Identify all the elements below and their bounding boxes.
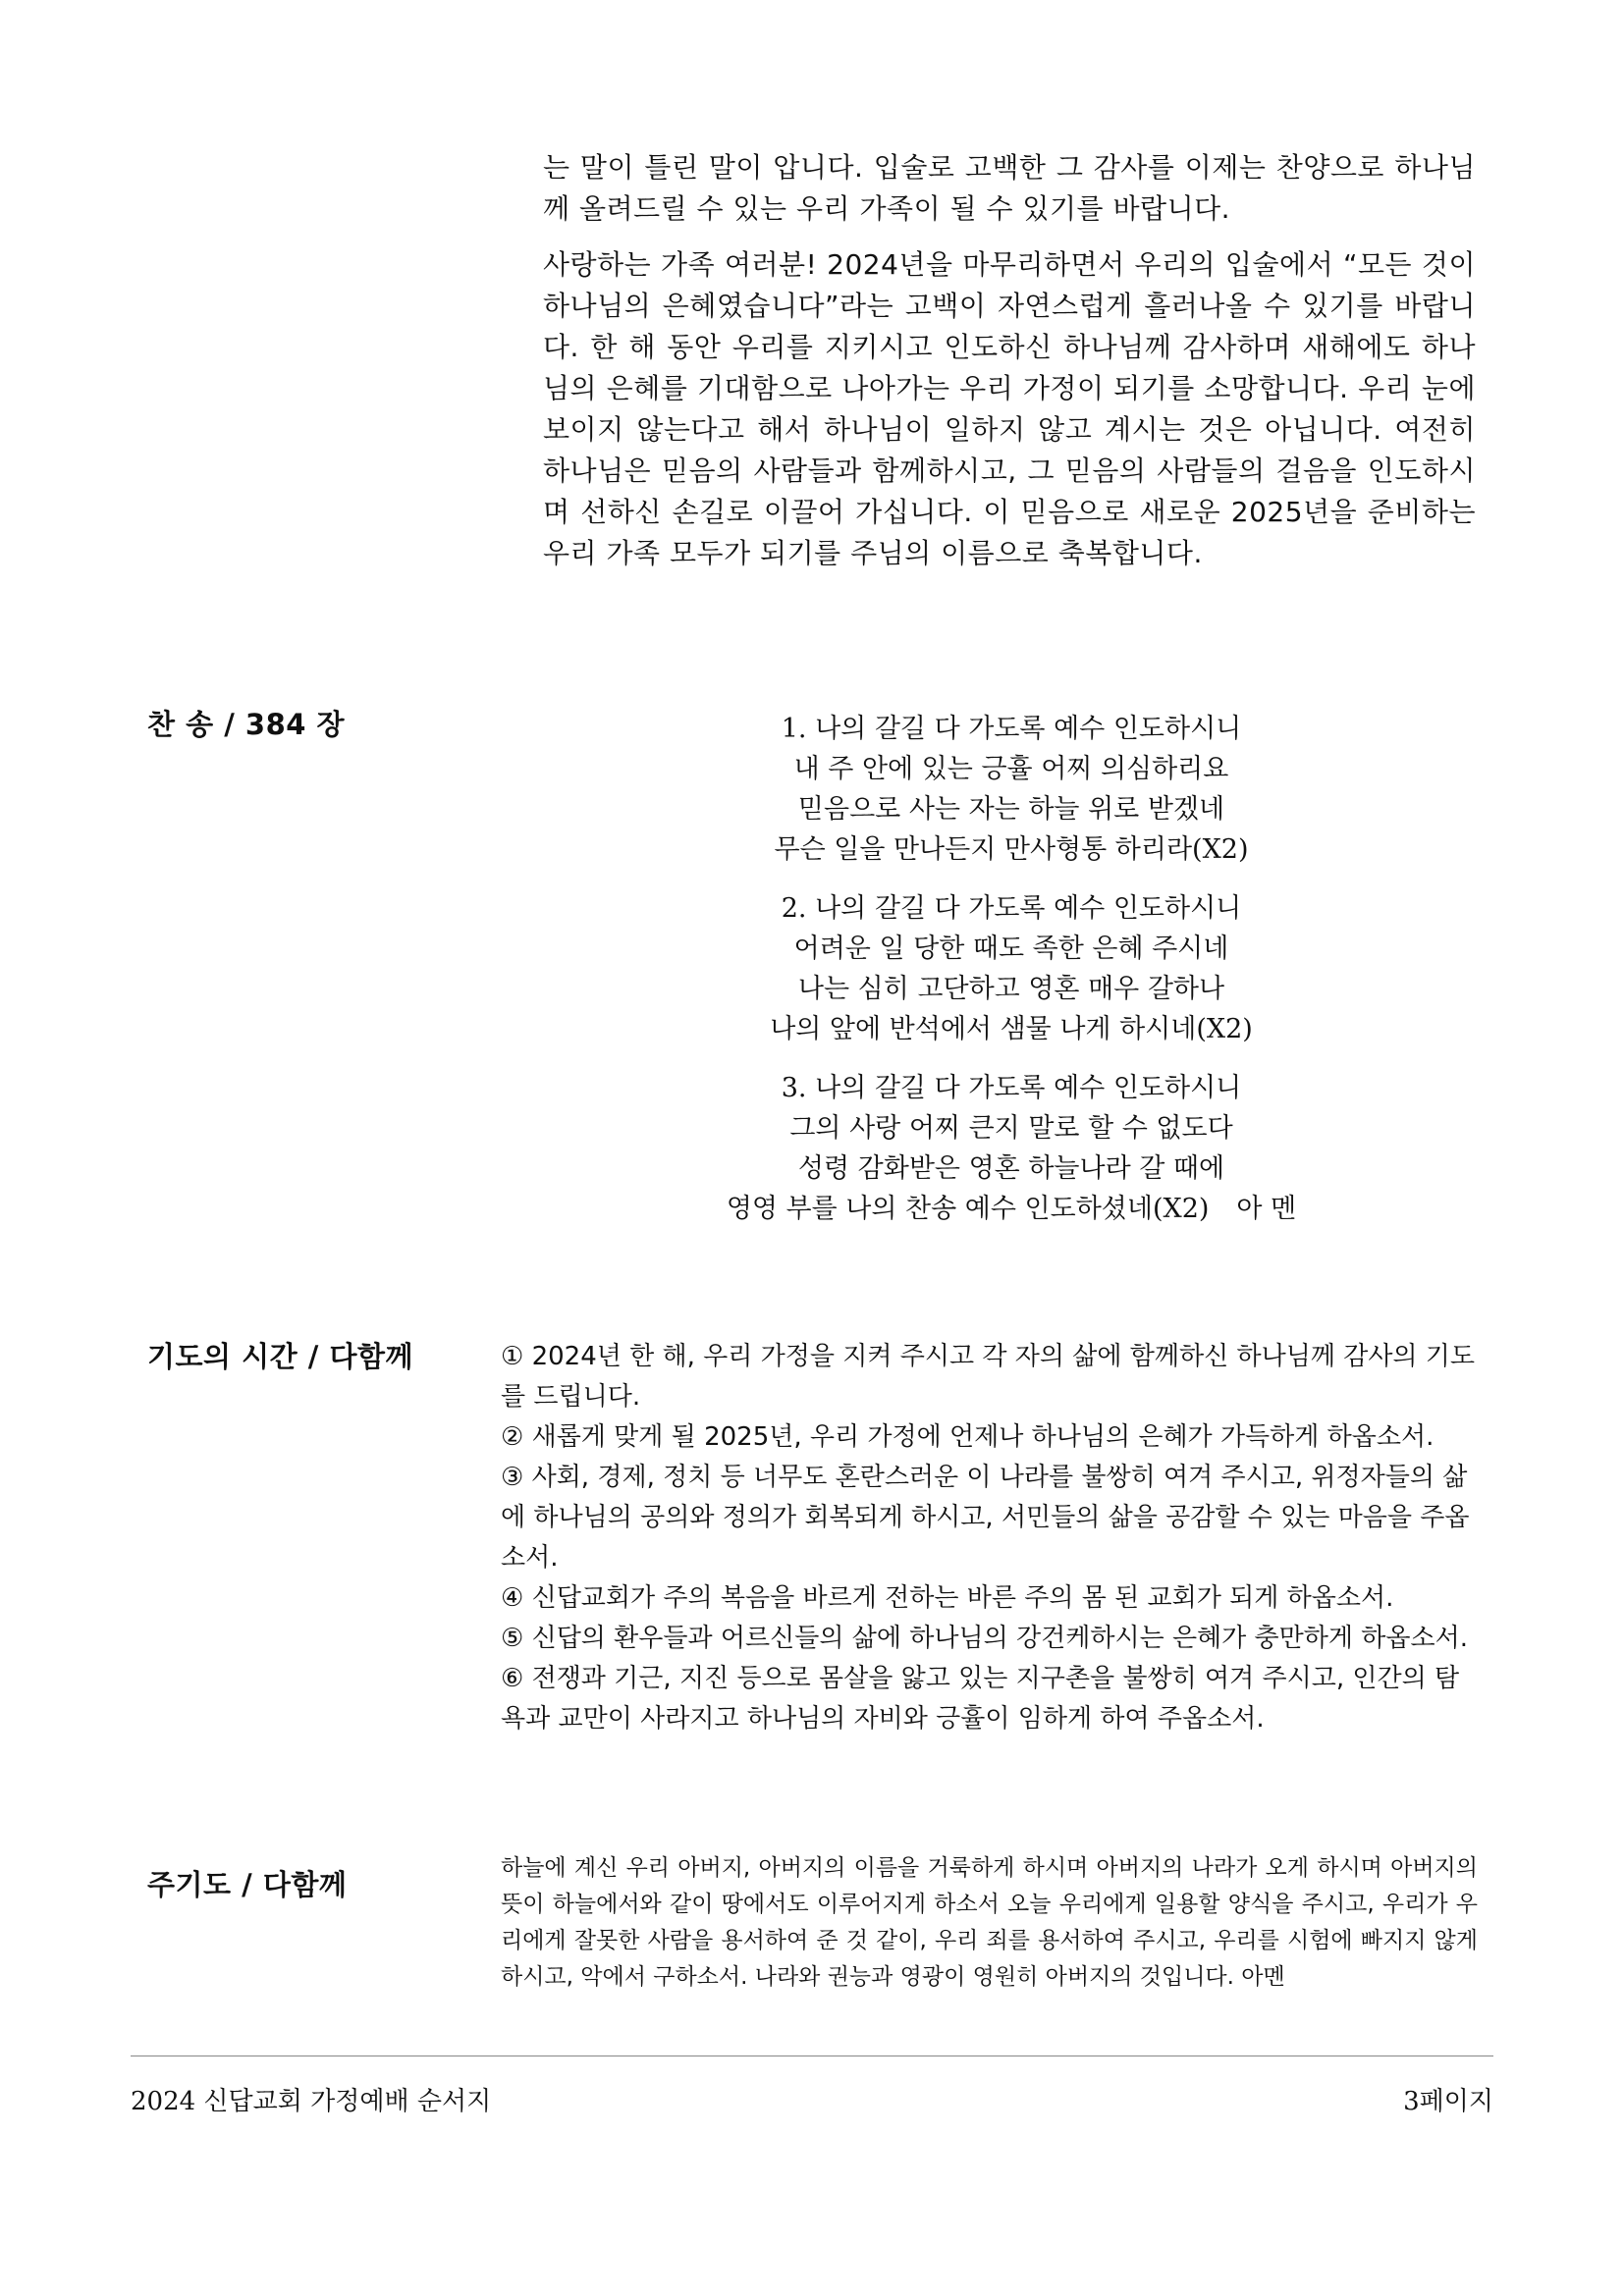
prayer-item: ⑤ 신답의 환우들과 어르신들의 삶에 하나님의 강건케하시는 은혜가 충만하게 하옵소서.	[501, 1624, 1469, 1653]
hymn-line: 그의 사랑 어찌 큰지 말로 할 수 없도다	[789, 1113, 1233, 1144]
prayer-label: 기도의 시간 / 다함께	[147, 1340, 413, 1373]
hymn-line: 믿음으로 사는 자는 하늘 위로 받겠네	[797, 794, 1225, 825]
lords-prayer-label: 주기도 / 다함께	[147, 1868, 348, 1901]
prayer-item: ④ 신답교회가 주의 복음을 바르게 전하는 바른 주의 몸 된 교회가 되게 하옵소서.	[501, 1583, 1394, 1613]
prayer-item: ③ 사회, 경제, 정치 등 너무도 혼란스러운 이 나라를 불쌍히 여겨 주시고, 위정자들의 삶에 하나님의 공의와 정의가 회복되게 하시고, 서민들의 삶을 공감할 수 있는 마음을 주옵소서.	[501, 1463, 1470, 1573]
amen-text: 아 멘	[1236, 1194, 1297, 1224]
prayer-item: ① 2024년 한 해, 우리 가정을 지켜 주시고 각 자의 삶에 함께하신 하나님께 감사의 기도를 드립니다.	[501, 1342, 1476, 1412]
sermon-paragraph: 사랑하는 가족 여러분! 2024년을 마무리하면서 우리의 입술에서 “모든 것이 하나님의 은혜였습니다”라는 고백이 자연스럽게 흘러나올 수 있기를 바랍니다. 한 해 동안 우리를 지키시고 인도하신 하나님께 감사하며 새해에도 하나님의 은혜를 기대함으로 나아가는 우리 가정이 되기를 소망합니다. 우리 눈에 보이지 않는다고 해서 하나님이 일하지 않고 계시는 것은 아닙니다. 여전히 하나님은 믿음의 사람들과 함께하시고, 그 믿음의 사람들의 걸음을 인도하시며 선하신 손길로 이끌어 가십니다. 이 믿음으로 새로운 2025년을 준비하는 우리 가족 모두가 되기를 주님의 이름으로 축복합니다.	[543, 248, 1476, 569]
hymn-line-last	[707, 1189, 1316, 1229]
hymn-line: 내 주 안에 있는 긍휼 어찌 의심하리요	[793, 754, 1229, 784]
hymn-line: 무슨 일을 만나든지 만사형통 하리라(X2)	[774, 834, 1249, 865]
hymn-verse-3	[707, 1068, 1316, 1229]
prayer-list	[501, 1337, 1478, 1739]
hymn-line: 2. 나의 갈길 다 가도록 예수 인도하시니	[781, 893, 1242, 924]
hymn-lyrics	[707, 709, 1316, 1248]
lords-prayer-text: 하늘에 계신 우리 아버지, 아버지의 이름을 거룩하게 하시며 아버지의 나라가 오게 하시며 아버지의 뜻이 하늘에서와 같이 땅에서도 이루어지게 하소서 오늘 우리에게 일용할 양식을 주시고, 우리가 우리에게 잘못한 사람을 용서하여 준 것 같이, 우리 죄를 용서하여 주시고, 우리를 시험에 빠지지 않게 하시고, 악에서 구하소서. 나라와 권능과 영광이 영원히 아버지의 것입니다. 아멘	[501, 1855, 1478, 1990]
hymn-line: 3. 나의 갈길 다 가도록 예수 인도하시니	[781, 1073, 1242, 1103]
footer-title: 2024 신답교회 가정예배 순서지	[131, 2087, 492, 2116]
hymn-verse-2	[707, 888, 1316, 1049]
page-number: 3페이지	[1403, 2087, 1493, 2116]
hymn-line: 영영 부를 나의 찬송 예수 인도하셨네(X2)	[726, 1194, 1210, 1224]
sermon-body	[543, 147, 1476, 589]
hymn-line: 나의 앞에 반석에서 샘물 나게 하시네(X2)	[770, 1014, 1253, 1044]
hymn-verse-1	[707, 709, 1316, 870]
sermon-paragraph: 는 말이 틀린 말이 압니다. 입술로 고백한 그 감사를 이제는 찬양으로 하나님께 올려드릴 수 있는 우리 가족이 될 수 있기를 바랍니다.	[543, 151, 1476, 225]
hymn-line: 나는 심히 고단하고 영혼 매우 갈하나	[797, 974, 1225, 1004]
hymn-line: 성령 감화받은 영혼 하늘나라 갈 때에	[797, 1153, 1225, 1184]
prayer-item: ② 새롭게 맞게 될 2025년, 우리 가정에 언제나 하나님의 은혜가 가득하게 하옵소서.	[501, 1422, 1435, 1452]
hymn-line: 어려운 일 당한 때도 족한 은혜 주시네	[793, 934, 1229, 964]
hymn-label: 찬 송 / 384 장	[147, 708, 346, 741]
prayer-item: ⑥ 전쟁과 기근, 지진 등으로 몸살을 앓고 있는 지구촌을 불쌍히 여겨 주시고, 인간의 탐욕과 교만이 사라지고 하나님의 자비와 긍휼이 임하게 하여 주옵소서.	[501, 1664, 1460, 1734]
hymn-line: 1. 나의 갈길 다 가도록 예수 인도하시니	[781, 714, 1242, 744]
